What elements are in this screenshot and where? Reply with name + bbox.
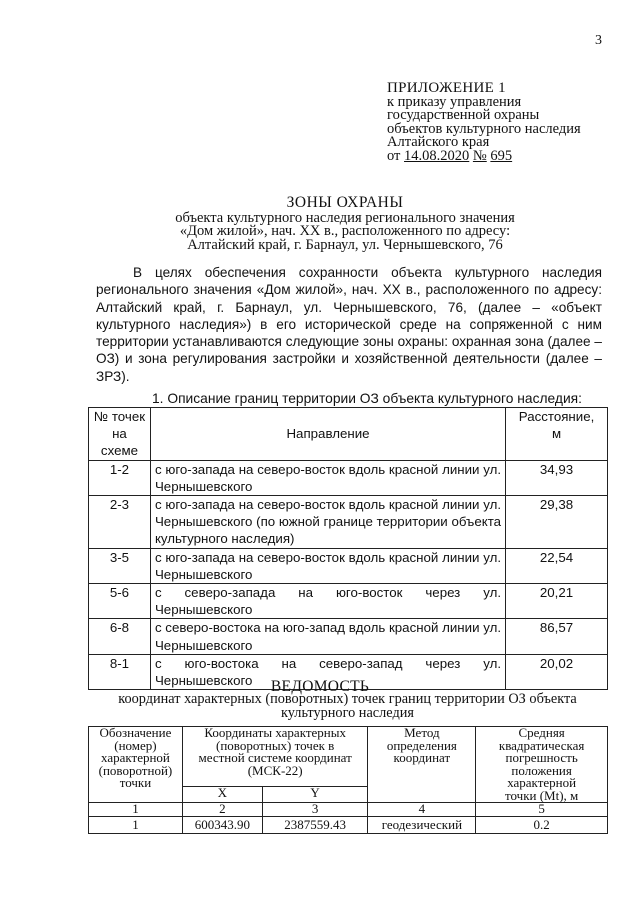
vedomost-subtitle-line: культурного наследия [281, 704, 414, 721]
column-number: 1 [89, 803, 183, 817]
intro-text: В целях обеспечения сохранности объекта культурного наследия регионального значения «Дом жилой», нач. XX в., расположенного по адресу: Алтайский край, г. Барнаул, ул. Чернышевского, 76, (далее – «объект культурного наследия») в его исторической среде на сопряженной с ним территории устанавливаются следующие зоны охраны: охранная зона (далее – ОЗ) и зона регулирования застройки и хозяйственной деятельности (далее – ЗРЗ). [96, 265, 602, 384]
column-number-row [89, 803, 608, 817]
row-points: 3-5 [89, 548, 151, 583]
zones-heading [95, 196, 595, 252]
header-line: Обозначение [99, 725, 172, 740]
table-row [89, 460, 608, 495]
header-x: X [182, 787, 262, 803]
vedomost-subtitle [95, 693, 600, 720]
row-points: 5-6 [89, 584, 151, 619]
header-line: Координаты характерных [204, 725, 346, 740]
header-direction: Направление [150, 408, 505, 461]
row-distance: 34,93 [506, 460, 608, 495]
header-coordinates [182, 727, 368, 787]
header-y: Y [262, 787, 368, 803]
number-sign: № [472, 147, 487, 164]
row-point: 1 [89, 816, 183, 833]
row-direction: с юго-востока на северо-запад через ул. Чернышевского [150, 654, 505, 689]
row-error: 0.2 [476, 816, 608, 833]
row-direction: с юго-запада на северо-восток вдоль красной линии ул. Чернышевского (по южной границе территории объекта культурного наследия) [150, 496, 505, 549]
header-line: характерной [507, 775, 577, 790]
appendix-line: к приказу управления [387, 93, 522, 110]
header-line: определения [386, 737, 457, 753]
appendix-line: объектов культурного наследия [387, 120, 581, 137]
row-points: 1-2 [89, 460, 151, 495]
borders-table [88, 407, 608, 690]
column-number: 2 [182, 803, 262, 817]
header-line: точки (Mt), м [504, 787, 579, 803]
header-line: (МСК-22) [247, 762, 303, 778]
header-points-line: на схеме [100, 426, 139, 459]
order-date: 14.08.2020 [404, 147, 470, 164]
intro-paragraph [96, 264, 602, 385]
table-header-row [89, 727, 608, 787]
page-number: 3 [595, 33, 602, 48]
appendix-date-line [387, 147, 581, 164]
appendix-title: ПРИЛОЖЕНИЕ 1 [387, 80, 506, 96]
header-designation [89, 727, 183, 803]
table-row [89, 584, 608, 619]
appendix-line: государственной охраны [387, 107, 540, 123]
table-row [89, 816, 608, 833]
row-method: геодезический [368, 816, 476, 833]
appendix-line: Алтайского края [387, 134, 490, 150]
date-prefix: от [387, 147, 401, 164]
header-line: положения [511, 762, 572, 778]
row-distance: 86,57 [506, 619, 608, 654]
row-points: 6-8 [89, 619, 151, 654]
vedomost-subtitle-line: координат характерных (поворотных) точек границ территории ОЗ объекта [118, 691, 577, 707]
row-points: 2-3 [89, 496, 151, 549]
row-y: 2387559.43 [262, 816, 368, 833]
column-number: 3 [262, 803, 368, 817]
row-direction: с северо-запада на юго-восток через ул. Чернышевского [150, 584, 505, 619]
header-line: точки [119, 775, 152, 790]
coordinates-table [88, 726, 608, 834]
row-x: 600343.90 [182, 816, 262, 833]
header-points [89, 408, 151, 461]
column-number: 4 [368, 803, 476, 817]
header-distance-line: Расстояние, [518, 409, 595, 424]
order-number: 695 [490, 147, 513, 164]
table-row [89, 619, 608, 654]
header-line: Метод [404, 725, 440, 740]
header-line: квадратическая [498, 737, 585, 753]
row-distance: 22,54 [506, 548, 608, 583]
row-direction: с юго-запада на северо-восток вдоль красной линии ул. Чернышевского [150, 548, 505, 583]
zones-line: «Дом жилой», нач. XX в., расположенного по адресу: [179, 223, 511, 239]
zones-line: Алтайский край, г. Барнаул, ул. Чернышевского, 76 [187, 236, 503, 253]
header-method [368, 727, 476, 803]
zones-line: объекта культурного наследия регионального значения [175, 209, 515, 226]
header-line: (поворотных) точек в [216, 737, 335, 753]
header-line: (поворотной) [98, 762, 173, 778]
header-line: местной системе координат [198, 750, 352, 765]
row-direction: с юго-запада на северо-восток вдоль красной линии ул. Чернышевского [150, 460, 505, 495]
table-header-row [89, 408, 608, 461]
header-error [476, 727, 608, 803]
row-distance: 29,38 [506, 496, 608, 549]
header-line: координат [393, 750, 451, 765]
table-row [89, 548, 608, 583]
row-distance: 20,02 [506, 654, 608, 689]
vedomost-title: ВЕДОМОСТЬ [270, 678, 370, 695]
appendix-header [387, 82, 581, 163]
row-direction: с северо-востока на юго-запад вдоль красной линии ул. Чернышевского [150, 619, 505, 654]
header-line: характерной [101, 750, 170, 765]
row-points: 8-1 [89, 654, 151, 689]
row-distance: 20,21 [506, 584, 608, 619]
header-distance-line: м [551, 426, 562, 442]
section-1-heading: 1. Описание границ территории ОЗ объекта культурного наследия: [152, 391, 582, 406]
header-line: (номер) [114, 737, 157, 753]
header-points-line: № точек [93, 409, 146, 424]
zones-title: ЗОНЫ ОХРАНЫ [286, 194, 404, 211]
table-row [89, 496, 608, 549]
header-line: Средняя [518, 725, 565, 740]
column-number: 5 [476, 803, 608, 817]
header-line: погрешность [505, 750, 578, 765]
header-distance [506, 408, 608, 461]
